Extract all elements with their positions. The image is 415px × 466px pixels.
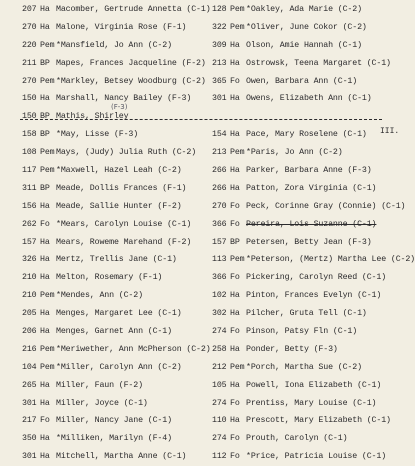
hall-code: Ha xyxy=(40,327,50,337)
room-number: 157 xyxy=(212,237,227,247)
student-name: Melton, Rosemary (F-1) xyxy=(56,273,163,283)
hall-code: Fo xyxy=(230,398,240,408)
student-name: *Mansfield, Jo Ann (C-2) xyxy=(56,40,172,50)
student-name: Petersen, Betty Jean (F-3) xyxy=(246,237,372,247)
room-number: 128 xyxy=(212,5,227,14)
room-number: 206 xyxy=(22,327,37,337)
hall-code: Fo xyxy=(230,452,240,462)
hall-code: Pem xyxy=(230,22,245,32)
room-number: 350 xyxy=(22,434,37,444)
roster-row xyxy=(212,448,387,466)
section-divider-line xyxy=(20,119,382,120)
room-number: 258 xyxy=(212,344,227,354)
hall-code: Pem xyxy=(40,76,55,86)
hall-code: Ha xyxy=(40,22,50,32)
room-number: 108 xyxy=(22,148,37,158)
roster-row xyxy=(212,19,380,37)
student-name: Malone, Virginia Rose (F-1) xyxy=(56,22,187,32)
hall-code: Pem xyxy=(40,148,55,158)
student-name: Miller, Faun (F-2) xyxy=(56,380,143,390)
hall-code: Ha xyxy=(40,255,50,265)
hall-code: BP xyxy=(40,183,50,193)
roster-row xyxy=(22,341,211,359)
student-name: Powell, Iona Elizabeth (C-1) xyxy=(246,380,382,390)
room-number: 274 xyxy=(212,434,227,444)
hall-code: BP xyxy=(40,112,50,122)
roster-row xyxy=(22,305,200,323)
roster-row xyxy=(22,108,200,126)
roster-row xyxy=(212,73,380,91)
hall-code: Ha xyxy=(230,94,240,104)
roster-row xyxy=(212,287,380,305)
roster-row xyxy=(212,144,380,162)
room-number: 366 xyxy=(212,273,227,283)
roster-row xyxy=(22,234,200,252)
roster-row xyxy=(22,269,200,287)
room-number: 211 xyxy=(22,58,37,68)
hall-code: Ha xyxy=(40,94,50,104)
roster-row xyxy=(22,180,200,198)
student-name: *Paris, Jo Ann (C-2) xyxy=(246,148,343,158)
student-name: Ponder, Betty (F-3) xyxy=(246,344,338,354)
student-name: Peck, Corinne Gray (Connie) (C-1) xyxy=(246,201,406,211)
hall-code: Ha xyxy=(40,201,50,211)
roster-row xyxy=(212,216,380,234)
hall-code: Pem xyxy=(230,362,245,372)
hall-code: Ha xyxy=(40,237,50,247)
student-name: Prescott, Mary Elizabeth (C-1) xyxy=(246,416,391,426)
room-number: 157 xyxy=(22,237,37,247)
student-name: *Price, Patricia Louise (C-1) xyxy=(246,452,387,462)
roster-row xyxy=(22,73,206,91)
roster-row xyxy=(212,90,380,108)
roster-row xyxy=(212,251,415,269)
room-number: 117 xyxy=(22,166,37,176)
roster-row xyxy=(212,323,380,341)
room-number: 302 xyxy=(212,309,227,319)
student-name: Pilcher, Gruta Tell (C-1) xyxy=(246,309,367,319)
room-number: 265 xyxy=(22,380,37,390)
room-number: 102 xyxy=(212,291,227,301)
hall-code: Ha xyxy=(40,5,50,14)
hall-code: Ha xyxy=(40,309,50,319)
room-number: 207 xyxy=(22,5,37,14)
room-number: 301 xyxy=(212,94,227,104)
room-number: 266 xyxy=(212,183,227,193)
hall-code: Ha xyxy=(40,434,50,444)
hall-code: Ha xyxy=(230,183,240,193)
roster-row xyxy=(212,55,391,73)
room-number: 154 xyxy=(212,130,227,140)
room-number: 158 xyxy=(22,130,37,140)
hall-code: Fo xyxy=(230,327,240,337)
room-number: 210 xyxy=(22,291,37,301)
student-name: Olson, Amie Hannah (C-1) xyxy=(246,40,362,50)
roster-row xyxy=(212,395,380,413)
room-number: 113 xyxy=(212,255,227,265)
student-name: Miller, Nancy Jane (C-1) xyxy=(56,416,172,426)
hall-code: Fo xyxy=(40,416,50,426)
roster-row xyxy=(22,55,206,73)
hall-code: Fo xyxy=(230,201,240,211)
roster-row xyxy=(22,19,200,37)
student-name: Pinson, Patsy Fln (C-1) xyxy=(246,327,358,337)
student-name: Pereira, Lois Suzanne (C-1) xyxy=(246,219,377,229)
roster-row xyxy=(22,448,200,466)
student-name: Meade, Dollis Frances (F-1) xyxy=(56,183,187,193)
student-name: Mertz, Trellis Jane (C-1) xyxy=(56,255,177,265)
room-number: 274 xyxy=(212,327,227,337)
room-number: 326 xyxy=(22,255,37,265)
hall-code: Fo xyxy=(40,219,50,229)
hall-code: Ha xyxy=(230,130,240,140)
student-name: Pinton, Frances Evelyn (C-1) xyxy=(246,291,382,301)
roster-row xyxy=(212,341,380,359)
room-number: 150 xyxy=(22,94,37,104)
roster-row xyxy=(22,287,200,305)
hall-code: Ha xyxy=(40,452,50,462)
student-name: Owens, Elizabeth Ann (C-1) xyxy=(246,94,372,104)
student-name: Mears, Roweme Marehand (F-2) xyxy=(56,237,192,247)
roster-row xyxy=(212,180,380,198)
student-name: Miller, Joyce (C-1) xyxy=(56,398,148,408)
student-name: Mays, (Judy) Julia Ruth (C-2) xyxy=(56,148,197,158)
roster-row xyxy=(212,198,406,216)
hall-code: Ha xyxy=(230,416,240,426)
hall-code: Ha xyxy=(230,40,240,50)
student-name: *Mears, Carolyn Louise (C-1) xyxy=(56,219,192,229)
roster-row xyxy=(22,395,200,413)
room-number: 311 xyxy=(22,183,37,193)
student-name: Owen, Barbara Ann (C-1) xyxy=(246,76,358,86)
roster-row xyxy=(212,37,380,55)
room-number: 270 xyxy=(212,201,227,211)
roster-row xyxy=(212,1,380,19)
roster-row xyxy=(22,126,200,144)
room-number: 212 xyxy=(212,362,227,372)
hall-code: Fo xyxy=(230,219,240,229)
hall-code: Pem xyxy=(40,362,55,372)
hall-code: Pem xyxy=(230,255,245,265)
hall-code: Ha xyxy=(230,380,240,390)
room-number: 262 xyxy=(22,219,37,229)
student-name: Meade, Sallie Hunter (F-2) xyxy=(56,201,182,211)
hall-code: Ha xyxy=(40,398,50,408)
roster-row xyxy=(212,305,380,323)
student-name: *Oakley, Ada Marie (C-2) xyxy=(246,5,362,14)
hall-code: Ha xyxy=(230,166,240,176)
student-name: *Mendes, Ann (C-2) xyxy=(56,291,143,301)
room-number: 112 xyxy=(212,452,227,462)
section-marker: III. xyxy=(380,127,400,136)
hall-code: BP xyxy=(40,58,50,68)
room-number: 150 xyxy=(22,112,37,122)
roster-row xyxy=(22,1,211,19)
student-name: Patton, Zora Virginia (C-1) xyxy=(246,183,377,193)
room-number: 309 xyxy=(212,40,227,50)
roster-row xyxy=(212,126,380,144)
room-number: 270 xyxy=(22,76,37,86)
student-name: Marshall, Nancy Bailey (F-3) xyxy=(56,94,192,104)
student-name: Macomber, Gertrude Annetta (C-1) xyxy=(56,5,211,14)
roster-row xyxy=(22,162,200,180)
student-name: Menges, Garnet Ann (C-1) xyxy=(56,327,172,337)
roster-row xyxy=(22,430,200,448)
hall-code: BP xyxy=(40,130,50,140)
student-name: Parker, Barbara Anne (F-3) xyxy=(246,166,372,176)
room-number: 216 xyxy=(22,344,37,354)
hall-code: Pem xyxy=(230,148,245,158)
roster-row xyxy=(212,359,380,377)
hall-code: BP xyxy=(230,237,240,247)
roster-row xyxy=(212,269,387,287)
roster-row xyxy=(22,251,200,269)
hall-code: Pem xyxy=(40,166,55,176)
student-name: *Oliver, June Cokor (C-2) xyxy=(246,22,367,32)
roster-row xyxy=(22,198,200,216)
student-name: Prentiss, Mary Louise (C-1) xyxy=(246,398,377,408)
hall-code: Ha xyxy=(40,380,50,390)
left-roster-column xyxy=(22,1,211,466)
hall-code: Pem xyxy=(40,40,55,50)
roster-row xyxy=(22,412,200,430)
room-number: 365 xyxy=(212,76,227,86)
hall-code: Ha xyxy=(40,273,50,283)
student-name: Prouth, Carolyn (C-1) xyxy=(246,434,348,444)
room-number: 210 xyxy=(22,273,37,283)
hall-code: Pem xyxy=(230,5,245,14)
hall-code: Ha xyxy=(230,291,240,301)
student-name: *Miller, Carolyn Ann (C-2) xyxy=(56,362,182,372)
student-name: Pace, Mary Roselene (C-1) xyxy=(246,130,367,140)
roster-row xyxy=(212,377,380,395)
hall-code: Pem xyxy=(40,344,55,354)
room-number: 270 xyxy=(22,22,37,32)
roster-row xyxy=(212,234,380,252)
room-number: 301 xyxy=(22,398,37,408)
student-name: *Milliken, Marilyn (F-4) xyxy=(56,434,172,444)
roster-row xyxy=(22,144,200,162)
hall-code: Fo xyxy=(230,273,240,283)
room-number: 301 xyxy=(22,452,37,462)
roster-row xyxy=(212,430,380,448)
roster-row xyxy=(22,323,200,341)
student-name: *Peterson, (Mertz) Martha Lee (C-2) xyxy=(246,255,415,265)
hall-code: Pem xyxy=(40,291,55,301)
hall-code: Ha xyxy=(230,309,240,319)
student-name: *Maxwell, Hazel Leah (C-2) xyxy=(56,166,182,176)
room-number: 156 xyxy=(22,201,37,211)
student-name: Ostrowsk, Teena Margaret (C-1) xyxy=(246,58,391,68)
roster-row xyxy=(212,108,380,126)
roster-row xyxy=(22,359,200,377)
room-number: 274 xyxy=(212,398,227,408)
roster-row xyxy=(212,412,391,430)
student-name: *Meriwether, Ann McPherson (C-2) xyxy=(56,344,211,354)
roster-row xyxy=(22,37,200,55)
roster-row xyxy=(212,162,380,180)
hall-code: Fo xyxy=(230,434,240,444)
room-number: 366 xyxy=(212,219,227,229)
room-number: 213 xyxy=(212,148,227,158)
student-name: *Porch, Martha Sue (C-2) xyxy=(246,362,362,372)
student-name: Menges, Margaret Lee (C-1) xyxy=(56,309,182,319)
room-number: 217 xyxy=(22,416,37,426)
student-name: Mapes, Frances Jacqueline (F-2) xyxy=(56,58,206,68)
student-name: Mathis, Shirley xyxy=(56,112,129,122)
student-name: Mitchell, Martha Anne (C-1) xyxy=(56,452,187,462)
student-name: *May, Lisse (F-3) xyxy=(56,130,139,140)
room-number: 322 xyxy=(212,22,227,32)
student-name: Pickering, Carolyn Reed (C-1) xyxy=(246,273,387,283)
hall-code: Fo xyxy=(230,76,240,86)
room-number: 266 xyxy=(212,166,227,176)
hall-code: Ha xyxy=(230,58,240,68)
handwritten-note: (F-3) xyxy=(111,103,128,111)
room-number: 205 xyxy=(22,309,37,319)
room-number: 213 xyxy=(212,58,227,68)
roster-row xyxy=(22,216,200,234)
hall-code: Ha xyxy=(230,344,240,354)
room-number: 105 xyxy=(212,380,227,390)
student-name: *Markley, Betsey Woodburg (C-2) xyxy=(56,76,206,86)
room-number: 110 xyxy=(212,416,227,426)
roster-row xyxy=(22,377,200,395)
room-number: 220 xyxy=(22,40,37,50)
room-number: 104 xyxy=(22,362,37,372)
